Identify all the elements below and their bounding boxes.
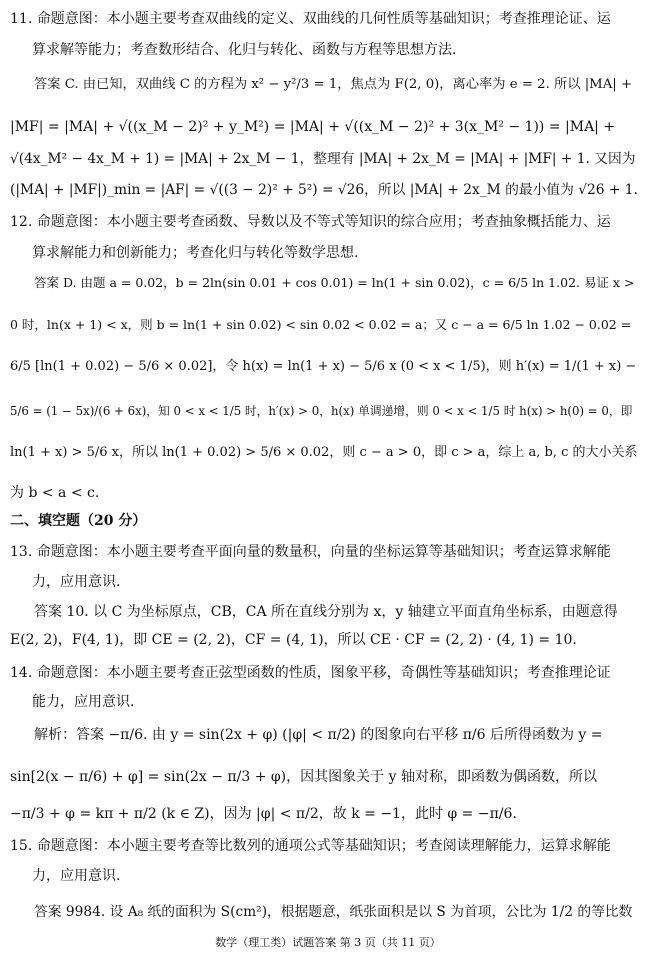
text-line: 答案 10. 以 C 为坐标原点，CB，CA 所在直线分别为 x，y 轴建立平面直角坐标系，由题意得 — [34, 604, 618, 620]
text-line: 11. 命题意图：本小题主要考查双曲线的定义、双曲线的几何性质等基础知识；考查推理论证、运 — [10, 11, 611, 27]
text-line: 5/6 = (1 − 5x)/(6 + 6x)，知 0 < x < 1/5 时，h′(x) > 0，h(x) 单调递增，则 0 < x < 1/5 时 h(x) > h(0) = 0，即 — [10, 404, 633, 418]
text-line: 能力，应用意识. — [32, 694, 135, 710]
text-line: 算求解能力和创新能力；考查化归与转化等数学思想. — [32, 245, 359, 261]
text-line: 算求解等能力；考查数形结合、化归与转化、函数与方程等思想方法. — [32, 42, 457, 58]
text-line: (|MA| + |MF|)_min = |AF| = √((3 − 2)² + 5²) = √26，所以 |MA| + 2x_M 的最小值为 √26 + 1. — [10, 182, 638, 198]
text-line: 二、填空题（20 分） — [10, 513, 147, 529]
text-line: −π/3 + φ = kπ + π/2 (k ∈ Z)，因为 |φ| < π/2，故 k = −1，此时 φ = −π/6. — [10, 806, 517, 822]
text-line: 为 b < a < c. — [10, 485, 100, 501]
text-line: 0 时，ln(x + 1) < x，则 b = ln(1 + sin 0.02) < sin 0.02 < 0.02 = a；又 c − a = 6/5 ln 1.02 − 0.02 = — [10, 317, 632, 332]
text-line: E(2, 2)，F(4, 1)，即 CE = (2, 2)，CF = (4, 1)，所以 CE · CF = (2, 2) · (4, 1) = 10. — [10, 632, 577, 648]
text-line: 力，应用意识. — [32, 868, 121, 884]
text-line: 15. 命题意图：本小题主要考查等比数列的通项公式等基础知识；考查阅读理解能力，运算求解能 — [10, 838, 611, 854]
text-line: 6/5 [ln(1 + 0.02) − 5/6 × 0.02]，令 h(x) = ln(1 + x) − 5/6 x (0 < x < 1/5)，则 h′(x) = 1/(1 + x) − — [10, 359, 637, 374]
text-line: 力，应用意识. — [32, 574, 121, 590]
text-line: 13. 命题意图：本小题主要考查平面向量的数量积，向量的坐标运算等基础知识；考查运算求解能 — [10, 544, 611, 560]
text-line: sin[2(x − π/6) + φ] = sin(2x − π/3 + φ)，因其图象关于 y 轴对称，即函数为偶函数，所以 — [10, 769, 597, 785]
text-line: 答案 9984. 设 A₈ 纸的面积为 S(cm²)，根据题意，纸张面积是以 S 为首项，公比为 1/2 的等比数 — [34, 904, 633, 920]
text-line: |MF| = |MA| + √((x_M − 2)² + y_M²) = |MA| + √((x_M − 2)² + 3(x_M² − 1)) = |MA| + — [10, 119, 616, 135]
text-line: 解析：答案 −π/6. 由 y = sin(2x + φ) (|φ| < π/2) 的图象向右平移 π/6 后所得函数为 y = — [34, 727, 603, 743]
text-line: 14. 命题意图：本小题主要考查正弦型函数的性质，图象平移，奇偶性等基础知识；考查推理论证 — [10, 665, 611, 681]
page-footer: 数学（理工类）试题答案 第 3 页（共 11 页） — [215, 936, 441, 949]
text-line: 答案 D. 由题 a = 0.02，b = 2ln(sin 0.01 + cos 0.01) = ln(1 + sin 0.02)，c = 6/5 ln 1.02. 易证 x > — [34, 275, 635, 290]
text-line: ln(1 + x) > 5/6 x，所以 ln(1 + 0.02) > 5/6 × 0.02，则 c − a > 0，即 c > a，综上 a, b, c 的大小关系 — [10, 445, 638, 460]
text-line: 12. 命题意图：本小题主要考查函数、导数以及不等式等知识的综合应用；考查抽象概括能力、运 — [10, 214, 611, 230]
text-line: √(4x_M² − 4x_M + 1) = |MA| + 2x_M − 1，整理有 |MA| + 2x_M = |MA| + |MF| + 1. 又因为 — [10, 151, 636, 167]
text-line: 答案 C. 由已知，双曲线 C 的方程为 x² − y²/3 = 1，焦点为 F(2, 0)，离心率为 e = 2. 所以 |MA| + — [34, 77, 633, 92]
